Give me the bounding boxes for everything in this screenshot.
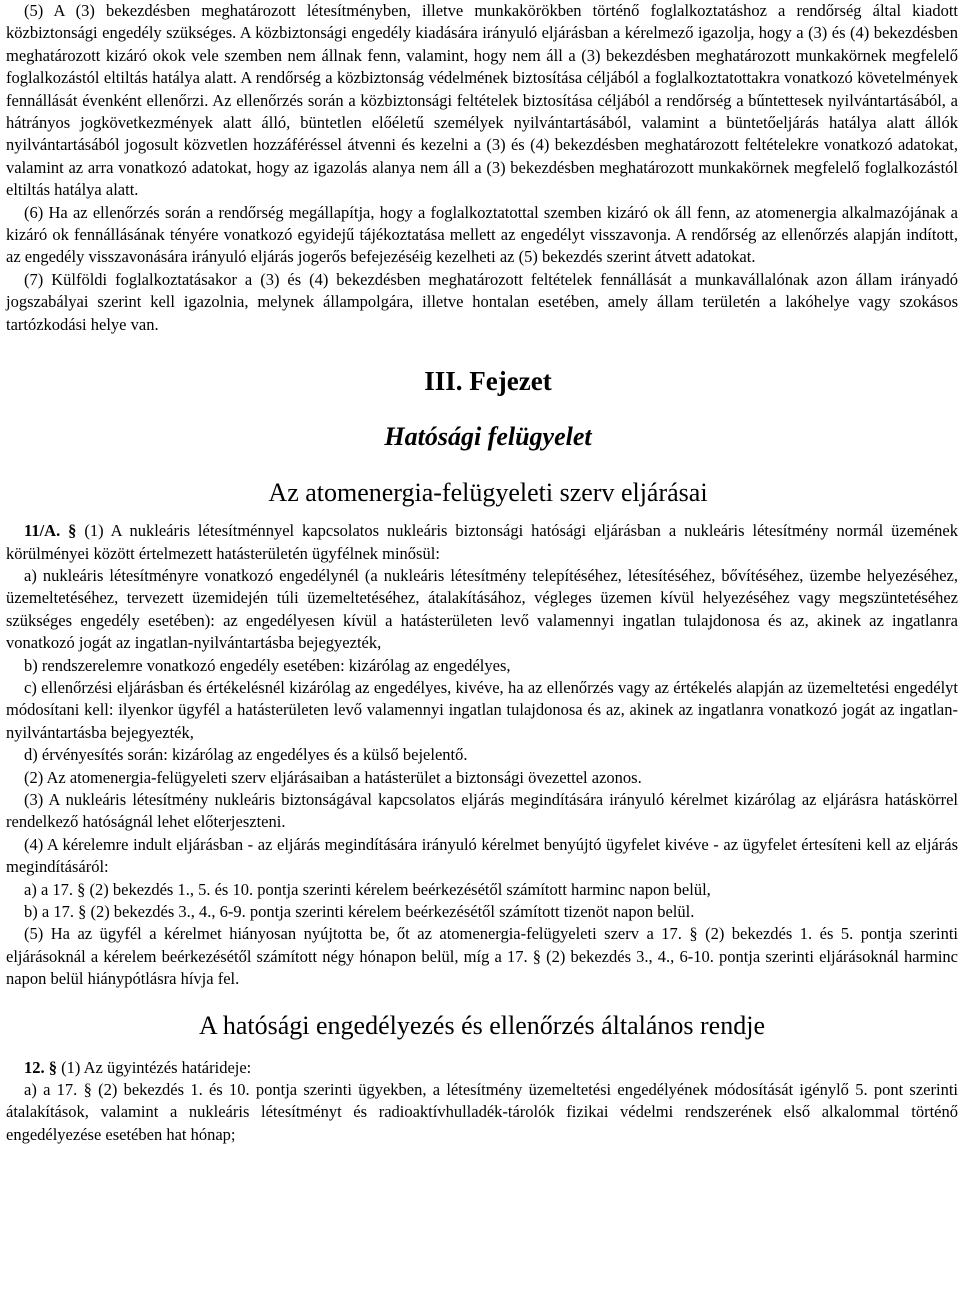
list-item: (4) A kérelemre indult eljárásban - az eljárás megindítására irányuló kérelmet benyújtó ügyfelet kivéve - az ügyfelet értesíteni kell az eljárás megindításáról:: [6, 834, 958, 877]
paragraph-5: (5) A (3) bekezdésben meghatározott létesítményben, illetve munkakörökben történő foglalkoztatáshoz a rendőrség által kiadott közbiztonsági engedély szükséges. A közbiztonsági engedély kiadására irányuló eljárásban a kérelmező igazolja, hogy a (3) és (4) bekezdésben meghatározott kizáró okok vele szemben nem állnak fenn, valamint, hogy nem áll a (3) bekezdésben meghatározott munkakörnek megfelelő foglalkozástól eltiltás hatálya alatt. A rendőrség a közbiztonság védelmének biztosítása céljából a foglalkoztatottakra vonatkozó követelmények fennállását évenként ellenőrzi. Az ellenőrzés során a közbiztonsági feltételek biztosítása céljából a rendőrség a bűntettesek nyilvántartásából, a hátrányos jogkövetkezmények alatt álló, büntetlen előéletű személyek nyilvántartásából, valamint a büntetőeljárás hatálya alatt állók nyilvántartásából jogosult közvetlen hozzáféréssel átvenni és kezelni a (3) és (4) bekezdésben meghatározott feltételekre vonatkozó adatokat, valamint az arra vonatkozó adatokat, hogy az igazolás alanya nem áll a (3) bekezdésben meghatározott munkakörnek megfelelő foglalkozástól eltiltás hatálya alatt.: [6, 1, 958, 200]
section-text: (1) Az ügyintézés határideje:: [61, 1057, 252, 1077]
section-11a-intro: [6, 520, 958, 565]
section-group-title: Az atomenergia-felügyeleti szerv eljárásai: [268, 478, 708, 508]
list-item: d) érvényesítés során: kizárólag az engedélyes és a külső bejelentő.: [24, 745, 468, 765]
list-item: a) a 17. § (2) bekezdés 1. és 10. pontja szerinti ügyekben, a létesítmény üzemeltetési engedélyének módosítását igénylő 5. pont szerinti átalakítások, valamint a nukleáris létesítményt és radioaktívhulladék-tárolók fizikai védelmi rendszerének első alkalommal történő engedélyezése esetében hat hónap;: [6, 1080, 958, 1144]
list-item: c) ellenőrzési eljárásban és értékelésnél kizárólag az engedélyes, kivéve, ha az ellenőrzés vagy az értékelés alapján az üzemeltetési engedélyt módosítani kell: ilyenkor ügyfél a hatásterületen levő valamennyi ingatlan tulajdonosa és az, akinek az ingatlanra vonatkozó jogát az ingatlan-nyilvántartásba bejegyezték,: [6, 677, 958, 742]
list-item: b) a 17. § (2) bekezdés 3., 4., 6-9. pontja szerinti kérelem beérkezésétől számított tizenöt napon belül.: [24, 902, 695, 921]
chapter-heading: III. Fejezet: [424, 366, 552, 397]
part-title: Hatósági felügyelet: [384, 422, 592, 452]
list-item: a) a 17. § (2) bekezdés 1., 5. és 10. pontja szerinti kérelem beérkezésétől számított harminc napon belül,: [24, 879, 711, 899]
paragraph-6: (6) Ha az ellenőrzés során a rendőrség megállapítja, hogy a foglalkoztatottal szemben kizáró ok áll fenn, az atomenergia alkalmazójának a kizáró ok fennállásának tényére vonatkozó egyidejű tájékoztatása mellett az engedélyt visszavonja. A rendőrség az ellenőrzés alapján indított, az engedély visszavonására irányuló eljárás jogerős befejezéséig kezelheti az (5) bekezdés szerint átvett adatokat.: [6, 202, 958, 267]
section-number: 12. §: [24, 1057, 57, 1077]
section-text: (1) A nukleáris létesítménnyel kapcsolatos nukleáris biztonsági hatósági eljárásban a nukleáris létesítmény normál üzemének körülményei között értelmezett hatásterületén ügyfélnek minősül:: [6, 521, 959, 563]
paragraph-7: (7) Külföldi foglalkoztatásakor a (3) és (4) bekezdésben meghatározott feltételek fennállását a munkavállalónak azon állam irányadó jogszabályai szerint kell igazolnia, melynek állampolgára, illetve hontalan esetében, amely állam területén a lakóhelye vagy szokásos tartózkodási helye van.: [6, 269, 958, 334]
section-number: 11/A. §: [24, 521, 77, 541]
list-item: b) rendszerelemre vonatkozó engedély esetében: kizárólag az engedélyes,: [24, 655, 511, 675]
list-item: (2) Az atomenergia-felügyeleti szerv eljárásaiban a hatásterület a biztonsági övezettel azonos.: [24, 767, 642, 787]
section-12-intro: [6, 1057, 958, 1079]
list-item: (3) A nukleáris létesítmény nukleáris biztonságával kapcsolatos eljárás megindítására irányuló kérelmet kizárólag az eljárásra hatáskörrel rendelkező hatóságnál lehet előterjeszteni.: [6, 789, 958, 832]
list-item: a) nukleáris létesítményre vonatkozó engedélynél (a nukleáris létesítmény telepítéséhez, létesítéséhez, bővítéséhez, üzembe helyezéséhez, üzemeltetéséhez, tervezett üzemidején túli üzemeltetéséhez, átalakításához, végleges üzemen kívül helyezéséhez vagy megszüntetéséhez szükséges engedély esetében): az engedélyesen kívül a hatásterületen levő valamennyi ingatlan tulajdonosa és az, akinek az ingatlanra vonatkozó jogát az ingatlan-nyilvántartásba bejegyezték,: [6, 565, 958, 653]
document-page: [6, 0, 958, 1146]
list-item: (5) Ha az ügyfél a kérelmet hiányosan nyújtotta be, őt az atomenergia-felügyeleti szerv a 17. § (2) bekezdés 1. és 5. pontja szerinti eljárásoknál a kérelem beérkezésétől számított négy hónapon belül, míg a 17. § (2) bekezdés 3., 4., 6-10. pontja szerinti eljárásoknál harminc napon belül hiánypótlásra hívja fel.: [6, 924, 958, 989]
section-group-title-2: A hatósági engedélyezés és ellenőrzés általános rendje: [199, 1010, 765, 1040]
